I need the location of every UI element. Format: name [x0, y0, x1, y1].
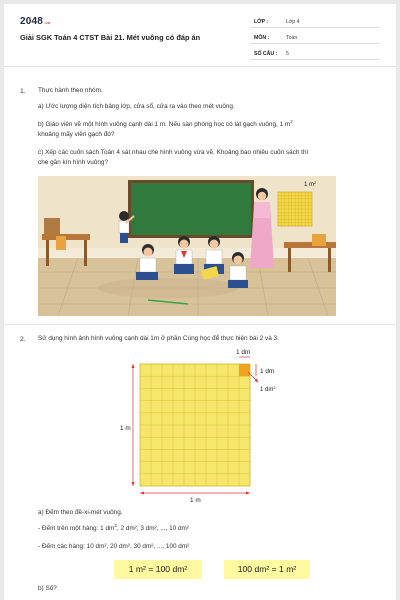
question-2a: a) Đếm theo đề-xi-mét vuông. — [38, 509, 123, 516]
svg-text:1 dm: 1 dm — [236, 349, 251, 356]
square-meter-sample-icon — [278, 192, 312, 226]
question-1c-line2: che gần kín hình vuông? — [38, 159, 108, 166]
question-1-title: Thực hành theo nhóm. — [38, 87, 103, 94]
question-2b: b) Số? — [38, 585, 57, 592]
meta-class: LỚP : Lớp 4 — [250, 16, 380, 28]
question-1b-line1: b) Giáo viên vẽ một hình vuông cạnh dài 1 m. Nếu sàn phòng học có lát gạch vuông, 1 $m^2$ — [38, 118, 293, 128]
question-2-number: 2. — [20, 336, 26, 343]
svg-text:1 dm2: 1 $dm^2$ — [260, 385, 276, 393]
document-header — [4, 4, 396, 56]
equation-dm2-to-m2: 100 dm² = 1 m² — [224, 560, 310, 579]
equation-m2-to-dm2: 1 m² = 100 dm² — [114, 560, 202, 579]
question-1a: a) Ước lượng diện tích bảng lớp, cửa sổ, cửa ra vào theo mét vuông. — [38, 103, 235, 110]
question-1c-line1: c) Xếp các cuốn sách Toán 4 sát nhau che hình vuông vừa vẽ. Khoảng bao nhiêu cuốn sách thì — [38, 149, 309, 156]
meta-question-count: SỐ CÂU : 5 — [250, 48, 380, 60]
question-2a-row-count: - Đếm trên một hàng: 1 $dm^2$, 2 dm², 3 dm², ..., 10 dm² — [38, 522, 189, 532]
site-logo[interactable]: 2048.vn — [20, 16, 51, 27]
svg-text:1 m: 1 m — [120, 425, 131, 432]
document-page — [4, 4, 396, 600]
question-2-title: Sử dụng hình ảnh hình vuông cạnh dài 1m ở phần Cùng học để thực hiện bài 2 và 3. — [38, 335, 279, 342]
svg-text:1 dm: 1 dm — [260, 368, 275, 375]
question-2a-column-count: - Đếm các hàng: 10 dm², 20 dm², 30 dm², ..., 100 dm² — [38, 543, 190, 550]
square-meter-grid-figure — [120, 348, 320, 506]
question-1-number: 1. — [20, 88, 26, 95]
header-divider — [4, 66, 396, 67]
section-divider — [4, 324, 396, 325]
svg-text:1 m: 1 m — [190, 497, 201, 504]
document-title: Giải SGK Toán 4 CTST Bài 21. Mét vuông có đáp án — [20, 33, 201, 42]
classroom-illustration — [38, 176, 336, 316]
meta-subject: MÔN : Toán — [250, 32, 380, 44]
svg-text:1 m2: 1 $m^2$ — [304, 180, 317, 188]
question-1b-line2: khoảng mấy viên gạch đó? — [38, 131, 115, 138]
highlighted-dm2-cell — [239, 364, 250, 376]
